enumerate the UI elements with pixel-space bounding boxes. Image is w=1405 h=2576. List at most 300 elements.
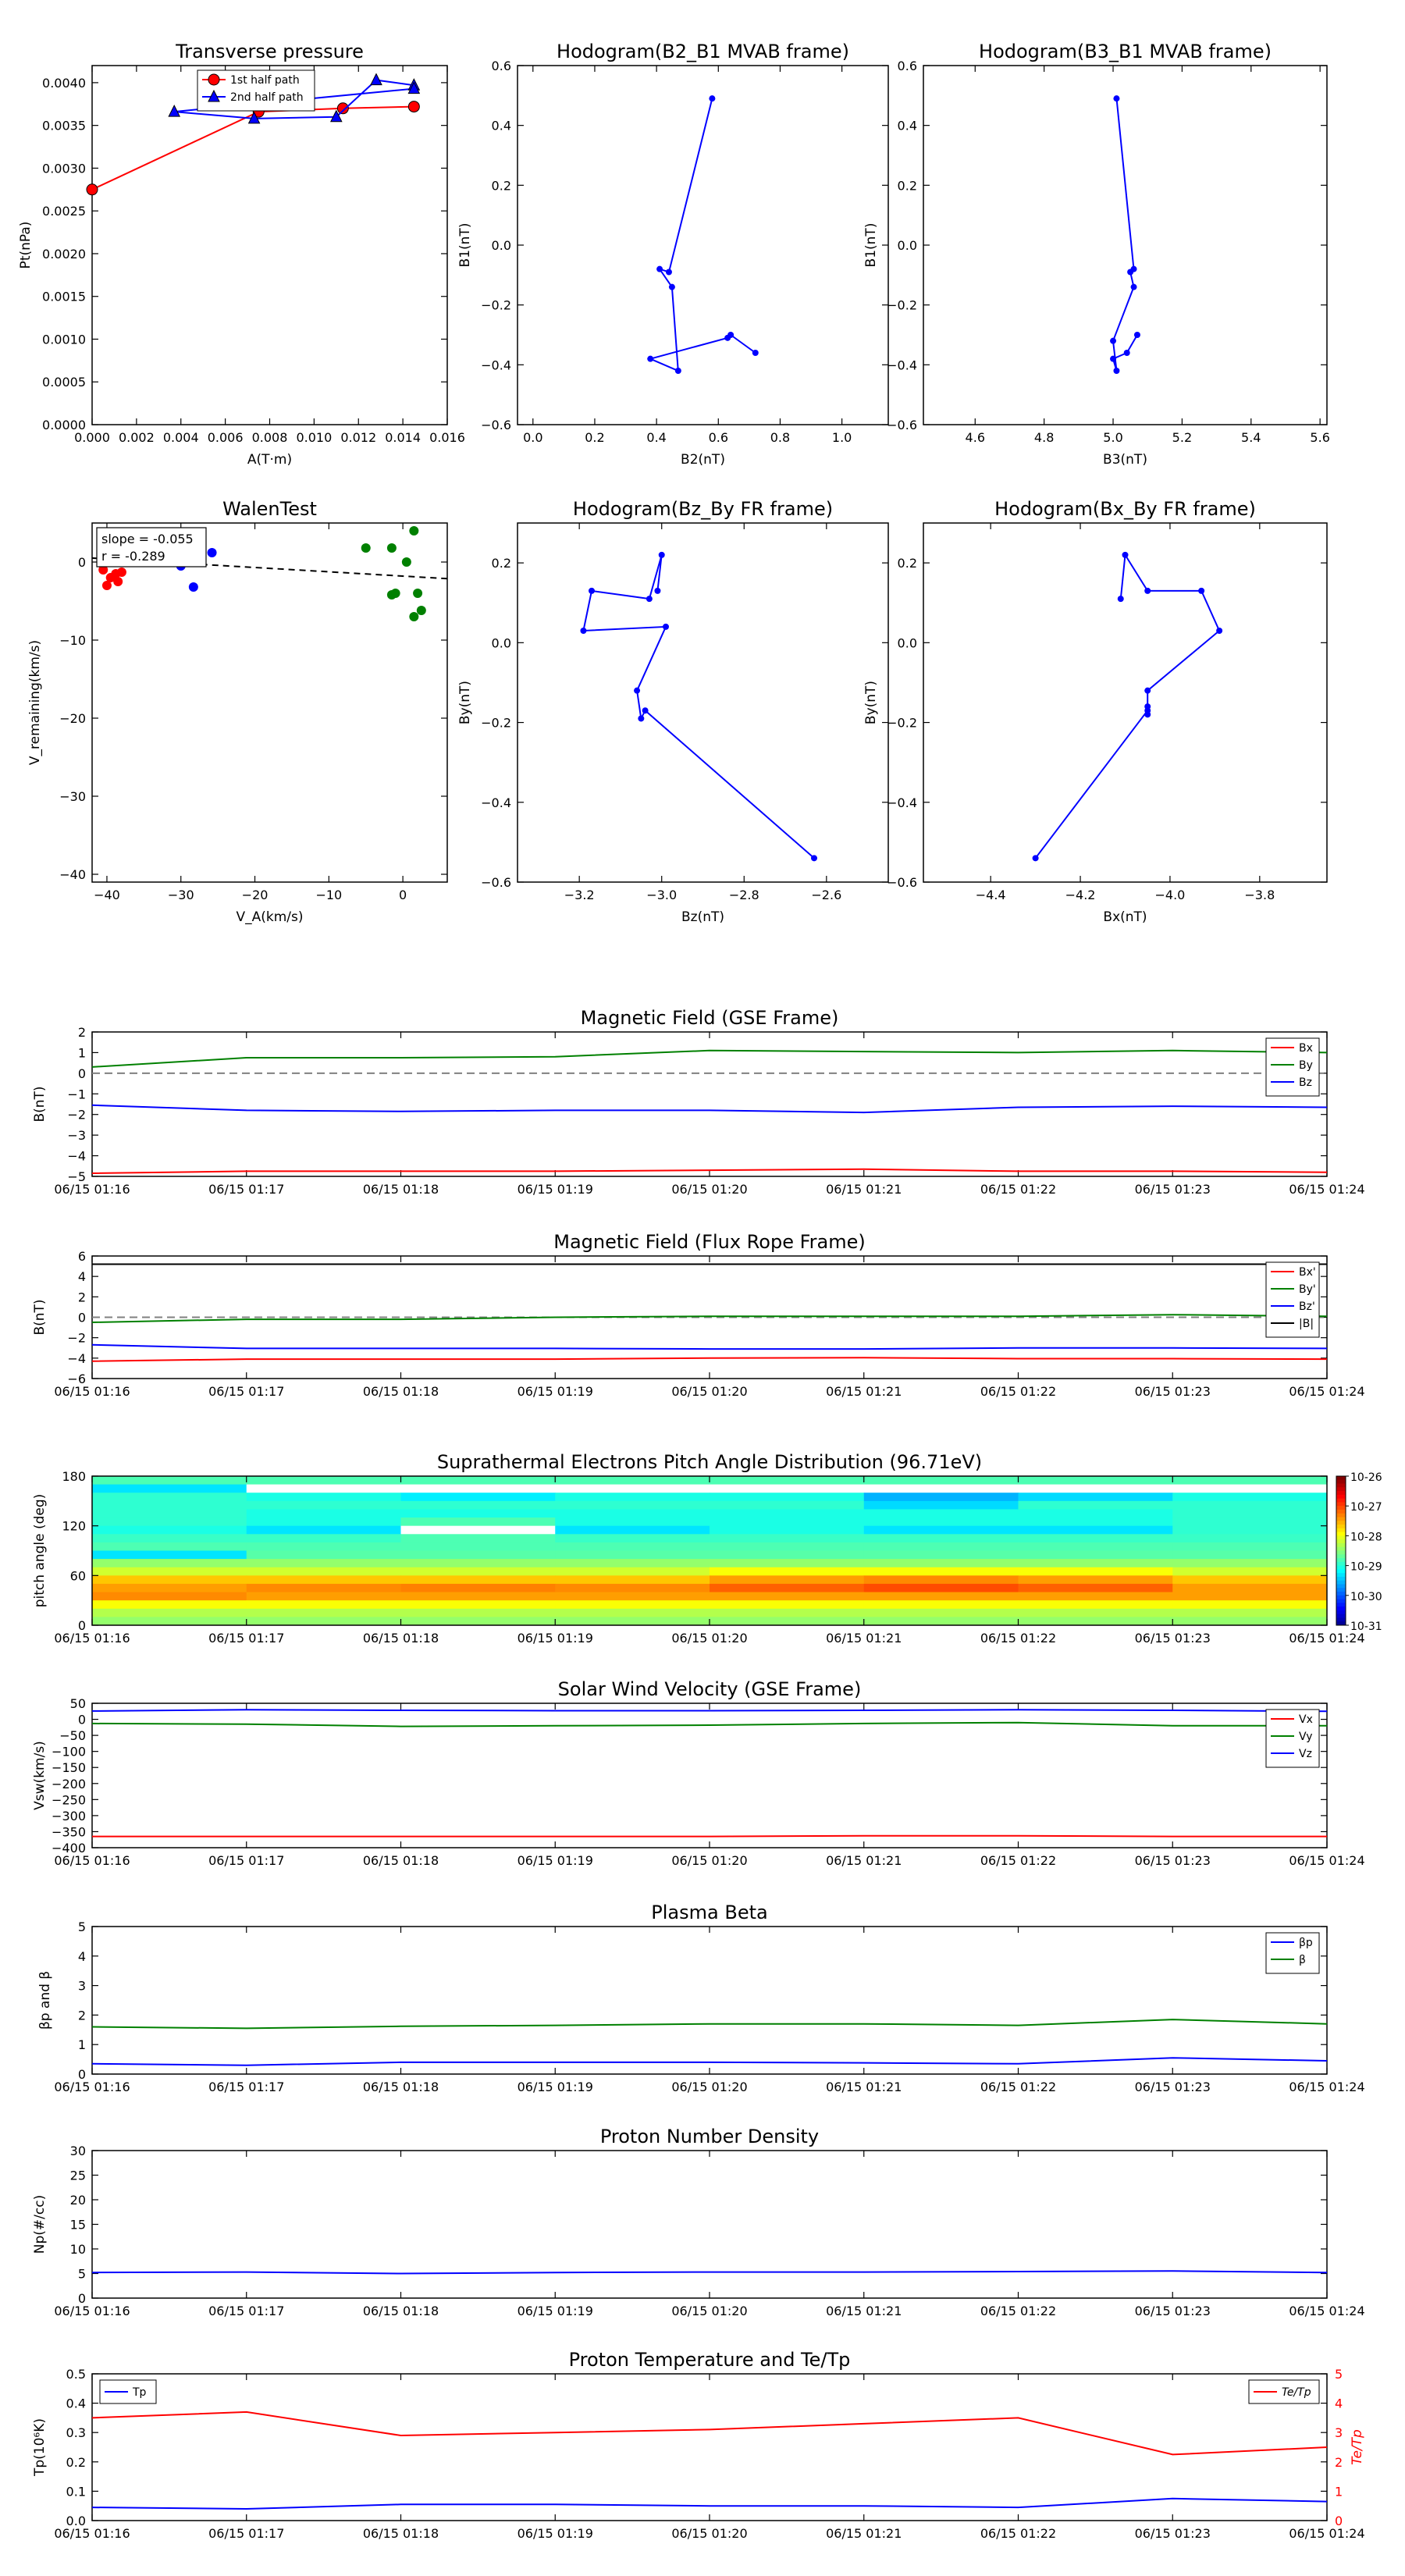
y-tick-label: −0.6 [481,875,511,890]
y-tick-label: 0.0000 [42,418,86,432]
x-tick-label: 06/15 01:18 [362,1853,439,1868]
data-point [663,624,669,630]
x-tick-label: 06/15 01:23 [1134,1384,1211,1399]
chart-title: Magnetic Field (GSE Frame) [580,1007,839,1029]
x-tick-label: 06/15 01:17 [208,1631,285,1646]
plot-frame [92,66,447,425]
y-tick-label: −0.6 [481,418,511,432]
colorbar-segment [1336,1543,1346,1547]
y-tick-label: 0.2 [491,178,511,194]
y-tick-label: −4 [67,1148,86,1164]
x-tick-label: −3.0 [646,888,678,902]
colorbar-segment [1336,1610,1346,1614]
x-tick-label: 06/15 01:17 [208,2080,285,2094]
colorbar-segment [1336,1499,1346,1503]
x-tick-label: 06/15 01:20 [671,1384,748,1399]
chart-title: Magnetic Field (Flux Rope Frame) [553,1231,866,1253]
data-point [1124,350,1130,356]
colorbar-segment [1336,1592,1346,1596]
data-point [659,552,665,558]
y-tick-label: 0.0 [491,635,511,651]
data-point [675,368,681,374]
x-tick-label: 5.2 [1172,430,1193,445]
y-tick-label: −30 [59,789,86,804]
y-tick-label: 0 [77,1066,86,1081]
y-tick-label: −0.2 [481,715,511,731]
chart-title: Transverse pressure [176,41,364,62]
heatmap-cell [1172,1584,1327,1592]
y-tick-label: −0.4 [887,795,917,810]
y-axis-label: Np(#/cc) [32,2194,48,2254]
heatmap-cell [247,1575,401,1584]
heatmap-cell [1019,1542,1173,1551]
chart-h21 [457,41,888,468]
legend-label: Vx [1299,1713,1313,1726]
data-point [638,715,644,721]
y-tick-label: −1 [67,1087,86,1102]
x-tick-label: 06/15 01:21 [826,1182,902,1197]
legend-label: Bz [1299,1076,1312,1089]
chart-title: Hodogram(Bx_By FR frame) [994,498,1256,520]
y-axis-label: By(nT) [457,680,473,725]
heatmap-cell [864,1551,1019,1560]
x-tick-label: 06/15 01:21 [826,1384,902,1399]
heatmap-cell [1019,1609,1173,1617]
chart-bgse [32,1007,1365,1197]
y-tick-label: −4 [67,1350,86,1366]
legend-label: Bx [1299,1042,1313,1055]
y-tick-label: −40 [59,867,86,882]
hodogram-line [583,555,814,858]
heatmap-cell [1172,1534,1327,1542]
y-tick-label: 0.0 [897,635,917,651]
chart-hxy [863,498,1327,925]
y-tick-label: −20 [59,711,86,726]
y-tick-label: −0.6 [887,875,917,890]
x-tick-label: 06/15 01:21 [826,2526,902,2541]
colorbar-segment [1336,1502,1346,1506]
heatmap-cell [247,1551,401,1560]
hodogram-line [650,98,756,371]
colorbar-segment [1336,1603,1346,1606]
heatmap-cell [555,1600,710,1609]
y-right-axis-label: Te/Tp [1350,2429,1365,2465]
x-tick-label: −10 [315,888,343,902]
y-axis-label: B1(nT) [863,222,879,268]
x-tick-label: 06/15 01:24 [1289,1384,1365,1399]
y-tick-label: 0.4 [66,2396,86,2411]
x-tick-label: 06/15 01:17 [208,2304,285,2318]
heatmap-cell [864,1534,1019,1542]
series-line-1 [92,2412,1327,2455]
x-tick-label: 06/15 01:22 [980,2080,1057,2094]
data-point [409,612,418,621]
plot-frame [92,1032,1327,1176]
y-tick-label: 3 [77,1978,86,1994]
x-tick-label: −2.8 [728,888,759,902]
heatmap-cell [555,1476,710,1485]
heatmap-cell [92,1485,247,1493]
x-tick-label: 06/15 01:19 [517,1384,593,1399]
heatmap-cell [92,1501,247,1510]
heatmap-cell [247,1526,401,1535]
heatmap-cell [401,1551,556,1560]
colorbar-segment [1336,1588,1346,1592]
plot-frame [92,2151,1327,2298]
heatmap-cell [92,1609,247,1617]
x-tick-label: 06/15 01:23 [1134,1182,1211,1197]
heatmap-cell [247,1542,401,1551]
x-tick-label: −30 [167,888,194,902]
colorbar-label: 10-31 [1350,1621,1382,1633]
y-tick-label: 0 [77,2291,86,2306]
heatmap-cell [401,1501,556,1510]
x-tick-label: 06/15 01:20 [671,2080,748,2094]
x-tick-label: 06/15 01:18 [362,1631,439,1646]
data-point [646,596,653,602]
x-tick-label: 06/15 01:24 [1289,2526,1365,2541]
y-tick-label: 5 [77,2266,86,2282]
y-tick-label: −350 [52,1824,86,1840]
chart-title: Hodogram(B3_B1 MVAB frame) [979,41,1272,62]
y-axis-label: βp and β [37,1970,53,2030]
y-tick-label: 0.3 [66,2425,86,2441]
x-axis-label: Bz(nT) [681,909,725,925]
x-tick-label: 06/15 01:23 [1134,2304,1211,2318]
x-tick-label: 0.8 [770,430,791,445]
series-line-By [92,1315,1327,1322]
x-tick-label: 06/15 01:21 [826,2080,902,2094]
heatmap-cell [1172,1542,1327,1551]
colorbar-segment [1336,1566,1346,1570]
heatmap-cell [864,1600,1019,1609]
y-tick-label: 1 [77,1045,86,1061]
x-tick-label: 06/15 01:24 [1289,1631,1365,1646]
data-point [727,332,734,338]
heatmap-cell [555,1501,710,1510]
heatmap-cell [710,1476,864,1485]
colorbar-segment [1336,1558,1346,1562]
heatmap-cell [1172,1517,1327,1526]
series-line-0 [92,2499,1327,2509]
colorbar-segment [1336,1491,1346,1495]
heatmap-cell [92,1526,247,1535]
chart-title: WalenTest [222,498,317,520]
x-tick-label: 06/15 01:24 [1289,2304,1365,2318]
plot-frame [518,66,888,425]
data-point [666,269,672,276]
y-tick-label: −0.4 [481,795,511,810]
heatmap-cell [401,1476,556,1485]
colorbar-segment [1336,1596,1346,1599]
heatmap-cell [401,1575,556,1584]
heatmap-cell [401,1534,556,1542]
plot-frame [92,523,447,882]
heatmap-cell [555,1517,710,1526]
data-point [417,606,426,615]
y-tick-label: −0.2 [887,297,917,313]
data-point [208,548,217,557]
heatmap-cell [247,1476,401,1485]
colorbar-segment [1336,1569,1346,1573]
heatmap-cell [710,1559,864,1567]
x-axis-label: Bx(nT) [1103,909,1147,925]
y-tick-label: 0.4 [491,118,511,133]
heatmap-cell [864,1584,1019,1592]
x-tick-label: 06/15 01:23 [1134,1631,1211,1646]
x-tick-label: 06/15 01:16 [54,2080,130,2094]
chart-vsw [32,1678,1365,1868]
heatmap-cell [864,1567,1019,1576]
heatmap-cell [1019,1584,1173,1592]
data-point [709,95,715,101]
legend-label: |B| [1299,1318,1314,1330]
colorbar-segment [1336,1514,1346,1517]
colorbar-label: 10-30 [1350,1590,1382,1603]
heatmap-cell [1172,1575,1327,1584]
colorbar-segment [1336,1517,1346,1521]
heatmap-cell [1172,1592,1327,1601]
plot-frame [518,523,888,882]
heatmap-cell [401,1493,556,1501]
y-tick-label: −0.4 [887,358,917,373]
heatmap-cell [864,1501,1019,1510]
x-tick-label: 06/15 01:17 [208,1384,285,1399]
heatmap-cell [555,1542,710,1551]
y-tick-label: 0 [77,1310,86,1325]
data-point [402,557,411,567]
heatmap-cell [92,1551,247,1560]
y-tick-label: 0.4 [897,118,917,133]
colorbar-segment [1336,1573,1346,1577]
chart-title: Proton Number Density [599,2126,820,2147]
heatmap-cell [1172,1485,1327,1493]
x-tick-label: 06/15 01:20 [671,1182,748,1197]
legend-label: βp [1299,1937,1313,1949]
annotation-text: slope = -0.055 [101,532,194,546]
annotation-text: r = -0.289 [101,549,165,564]
heatmap-cell [92,1592,247,1601]
y-tick-label: −250 [52,1792,86,1808]
heatmap-cell [555,1526,710,1535]
y-tick-label: −3 [67,1128,86,1144]
y-axis-label: V_remaining(km/s) [27,639,43,766]
colorbar-segment [1336,1476,1346,1480]
x-tick-label: 06/15 01:17 [208,2526,285,2541]
plot-frame [923,66,1327,425]
heatmap-cell [864,1575,1019,1584]
y-tick-label: 6 [77,1249,86,1264]
y-tick-label: 0.6 [491,59,511,73]
x-tick-label: 06/15 01:19 [517,2304,593,2318]
heatmap-cell [1019,1501,1173,1510]
legend-label: Bx' [1299,1266,1316,1279]
x-tick-label: 06/15 01:16 [54,1631,130,1646]
x-tick-label: 06/15 01:19 [517,1631,593,1646]
heatmap-cell [401,1567,556,1576]
heatmap-cell [92,1584,247,1592]
data-point [189,582,198,592]
colorbar-segment [1336,1581,1346,1585]
x-tick-label: 5.0 [1103,430,1123,445]
x-tick-label: 06/15 01:16 [54,2304,130,2318]
y-axis-label: B(nT) [32,1299,48,1336]
heatmap-cell [401,1609,556,1617]
y-right-tick-label: 1 [1335,2484,1343,2500]
y-tick-label: 0.2 [66,2454,86,2470]
heatmap-cell [710,1509,864,1517]
heatmap-cell [247,1534,401,1542]
x-axis-label: A(T·m) [247,452,293,468]
heatmap-cell [710,1617,864,1625]
heatmap-cell [1172,1526,1327,1535]
heatmap-cell [710,1501,864,1510]
plot-frame [923,523,1327,882]
data-point [387,543,397,553]
x-tick-label: 06/15 01:20 [671,2304,748,2318]
y-axis-label: By(nT) [863,680,879,725]
heatmap-cell [92,1542,247,1551]
heatmap-cell [710,1584,864,1592]
heatmap-cell [555,1559,710,1567]
data-point [1144,711,1151,717]
heatmap-cell [1019,1476,1173,1485]
heatmap-cell [247,1584,401,1592]
y-tick-label: 0.0025 [42,204,86,219]
chart-np [32,2126,1365,2318]
y-tick-label: 50 [69,1696,86,1711]
x-tick-label: 0.006 [207,430,244,445]
chart-title: Hodogram(Bz_By FR frame) [572,498,834,520]
data-point [1113,368,1119,374]
legend-label: Vy [1299,1731,1313,1743]
data-point [1113,95,1119,101]
x-tick-label: 0.012 [340,430,377,445]
y-tick-label: 0.5 [66,2367,86,2382]
x-tick-label: 06/15 01:22 [980,2304,1057,2318]
heatmap-cell [401,1559,556,1567]
y-tick-label: 120 [62,1518,86,1534]
colorbar-segment [1336,1521,1346,1525]
legend-label: Tp [133,2386,147,2399]
x-tick-label: 06/15 01:19 [517,1853,593,1868]
heatmap-cell [710,1526,864,1535]
x-tick-label: 06/15 01:21 [826,2304,902,2318]
x-tick-label: 06/15 01:23 [1134,2526,1211,2541]
chart-pad [32,1451,1382,1646]
heatmap-cell [247,1559,401,1567]
x-tick-label: 06/15 01:16 [54,1182,130,1197]
heatmap-cell [555,1575,710,1584]
y-tick-label: 2 [77,1290,86,1305]
x-tick-label: 06/15 01:21 [826,1631,902,1646]
heatmap-cell [1019,1485,1173,1493]
y-tick-label: 0.0010 [42,332,86,347]
heatmap-cell [555,1617,710,1625]
data-point [654,588,660,594]
x-tick-label: 0 [399,888,407,902]
heatmap-cell [247,1567,401,1576]
x-tick-label: 06/15 01:22 [980,1853,1057,1868]
colorbar-segment [1336,1606,1346,1610]
colorbar-segment [1336,1535,1346,1539]
legend-label: By [1299,1059,1313,1072]
data-point [113,577,123,586]
heatmap-cell [92,1617,247,1625]
x-tick-label: 06/15 01:20 [671,1853,748,1868]
heatmap-cell [864,1476,1019,1485]
heatmap-cell [401,1600,556,1609]
heatmap-cell [864,1592,1019,1601]
colorbar-segment [1336,1484,1346,1488]
x-axis-label: B2(nT) [681,452,725,468]
y-tick-label: 0.0005 [42,375,86,390]
data-point [1216,628,1222,634]
x-tick-label: 06/15 01:18 [362,2304,439,2318]
heatmap-cell [864,1509,1019,1517]
y-tick-label: −10 [59,633,86,648]
x-axis-label: V_A(km/s) [236,909,304,925]
heatmap-cell [247,1592,401,1601]
x-tick-label: 06/15 01:22 [980,1384,1057,1399]
x-tick-label: −20 [241,888,269,902]
y-tick-label: 0.2 [491,556,511,571]
data-point [1134,332,1140,338]
x-tick-label: 0.004 [162,430,199,445]
data-point [1033,855,1039,861]
x-tick-label: −3.2 [564,888,595,902]
legend-label: 1st half path [230,74,300,87]
heatmap-cell [1172,1551,1327,1560]
y-tick-label: 2 [77,1025,86,1040]
y-right-tick-label: 4 [1335,2396,1343,2411]
heatmap-cell [401,1592,556,1601]
data-point [371,74,382,85]
heatmap-cell [1019,1534,1173,1542]
chart-walen [27,498,447,925]
heatmap-cell [401,1526,556,1535]
x-tick-label: 06/15 01:18 [362,1182,439,1197]
x-tick-label: 0.008 [251,430,288,445]
y-axis-label: pitch angle (deg) [32,1493,48,1608]
heatmap-cell [710,1534,864,1542]
x-tick-label: 06/15 01:17 [208,1182,285,1197]
heatmap-cell [864,1493,1019,1501]
series-line-Vz [92,1710,1327,1711]
heatmap-cell [1019,1592,1173,1601]
x-tick-label: 06/15 01:22 [980,1631,1057,1646]
heatmap-cell [555,1493,710,1501]
x-tick-label: 06/15 01:19 [517,2080,593,2094]
legend-label: Bz' [1299,1300,1315,1313]
heatmap-cell [401,1509,556,1517]
legend-marker [208,74,219,85]
y-tick-label: 10 [69,2242,86,2257]
heatmap-cell [555,1567,710,1576]
y-tick-label: −150 [52,1760,86,1776]
x-tick-label: 0.000 [74,430,110,445]
heatmap-cell [1172,1600,1327,1609]
colorbar-segment [1336,1495,1346,1499]
y-tick-label: 0 [77,555,86,570]
data-point [87,184,98,195]
x-tick-label: −2.6 [811,888,842,902]
colorbar-label: 10-27 [1350,1501,1382,1514]
heatmap-cell [1019,1567,1173,1576]
x-tick-label: 5.6 [1310,430,1330,445]
x-tick-label: 06/15 01:16 [54,1384,130,1399]
y-tick-label: 0.0030 [42,161,86,176]
